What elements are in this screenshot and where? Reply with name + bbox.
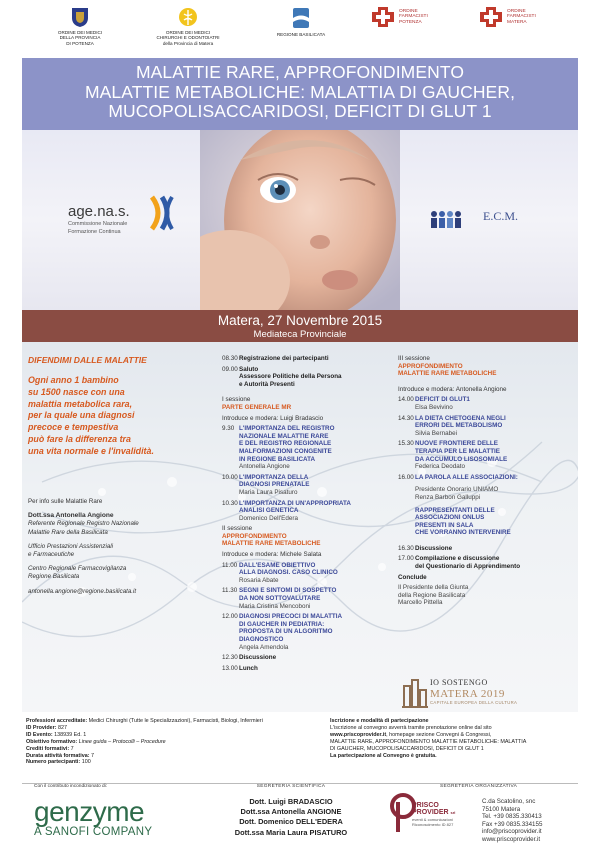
info-intro: Per info sulle Malattie Rare (28, 498, 103, 505)
secretariat-name: Dott.ssa Antonella ANGIONE (240, 807, 342, 817)
registration-info (330, 718, 578, 759)
slogan-line: può fare la differenza tra (28, 433, 131, 444)
program-time: 14.00 (398, 396, 414, 404)
title-line: MALATTIE RARE, APPROFONDIMENTO (135, 62, 465, 82)
talk-title: RAPPRESENTANTI DELLE (415, 506, 495, 514)
talk-title: E DEL REGISTRO REGIONALE (239, 440, 332, 448)
agenas-mark-icon (148, 193, 182, 233)
program-row (222, 562, 392, 585)
title-line: MALATTIE METABOLICHE: MALATTIA DI GAUCHER, (84, 81, 516, 102)
program-item: Discussione (239, 654, 277, 662)
registration-link[interactable]: www.priscoprovider.it (330, 731, 387, 738)
speaker-name: Renza Barbon Galluppi (415, 493, 481, 501)
detail-row: ID Evento: 138939 Ed. 1 (26, 731, 87, 738)
genzyme-logo: genzyme (34, 796, 145, 827)
program-row (222, 366, 392, 389)
baby-photo (200, 130, 400, 310)
conclusion-speaker (398, 584, 568, 607)
logo-line: REGIONE BASILICATA (276, 32, 326, 37)
agenas-name: age.na.s. (68, 203, 130, 220)
secretariat-name: Dott. Luigi BRADASCIO (249, 797, 333, 806)
secretariat-name: Dott.ssa Maria Laura PISATURO (234, 827, 348, 837)
address-email[interactable]: info@priscoprovider.it (482, 828, 542, 836)
pharmacy-cross-icon (478, 6, 504, 28)
talk-title: ERRORI DEL METABOLISMO (415, 422, 503, 430)
registration-text: MALATTIE RARE, APPROFONDIMENTO MALATTIE METABOLICHE: MALATTIA (330, 738, 527, 745)
agenas-logo (68, 203, 130, 235)
program-item: Assessore Politiche della Persona (239, 373, 342, 381)
hero-banner (22, 130, 578, 310)
speaker-name: Federica Deodato (415, 463, 466, 471)
logo-ordine-farmacisti-potenza (370, 6, 440, 28)
session-title: APPROFONDIMENTO (398, 362, 463, 370)
address-line: Tel. +39 0835.330413 (482, 813, 542, 821)
logo-line: POTENZA (399, 19, 422, 25)
talk-title: DIAGNOSI PRECOCI DI MALATTIA (239, 613, 343, 621)
logo-line: FARMACISTI (399, 14, 428, 20)
ecm-people-icon (428, 206, 462, 230)
program-item: Lunch (239, 664, 258, 672)
logo-ordine-medici-matera (148, 6, 228, 46)
program-morning (222, 355, 392, 675)
program-afternoon (398, 355, 568, 610)
talk-title: DALL'ESAME OBIETTIVO (239, 561, 316, 569)
prisco-line: PROVIDER (412, 809, 449, 817)
accreditation-details (26, 718, 311, 766)
address-line: C.da Scatolino, snc (482, 798, 536, 805)
program-row (398, 440, 568, 470)
program-item: e Autorità Presenti (239, 380, 295, 388)
speaker-name: Antonella Angione (239, 463, 290, 471)
session-header (398, 355, 568, 378)
program-row (398, 396, 568, 411)
contact-info (28, 498, 218, 596)
program-row (398, 555, 568, 570)
matera-mark-icon (400, 676, 430, 710)
sanofi-tagline: A SANOFI COMPANY (34, 826, 153, 838)
registration-note: La partecipazione al Convegno è gratuita. (330, 752, 437, 759)
program-time: 08.30 (222, 355, 238, 362)
session-title: MALATTIE RARE METABOLICHE (398, 370, 497, 378)
agenas-sub: Formazione Continua (68, 228, 121, 235)
speaker-name: Maria Laura Pisaturo (239, 488, 298, 496)
program-time: 11.30 (222, 587, 238, 595)
talk-title: DIAGNOSTICO (239, 636, 284, 643)
contact-role: Centro Regionale Farmacovigilanza (28, 565, 127, 573)
header-logos (0, 0, 600, 58)
program-time: 10.00 (222, 473, 238, 481)
scientific-secretariat (216, 784, 366, 838)
talk-title: DIAGNOSI PRENATALE (239, 481, 310, 489)
logo-line: ORDINE DEI MEDICI (57, 30, 103, 35)
program-row (222, 425, 392, 471)
speaker-name: della Regione Basilicata (398, 591, 466, 599)
left-column (28, 355, 204, 458)
event-date: Matera, 27 Novembre 2015 (217, 313, 383, 328)
secretariat-heading: SEGRETERIA SCIENTIFICA (256, 784, 326, 789)
contact-role: e Farmaceutiche (28, 551, 75, 559)
logo-line: MATERA (507, 19, 527, 25)
session-title: APPROFONDIMENTO (222, 532, 287, 540)
caduceus-icon (178, 6, 198, 28)
detail-row: Crediti formativi: 7 (26, 745, 74, 752)
talk-title: ALLA DIAGNOSI. CASO CLINICO (239, 569, 338, 577)
talk-title: NAZIONALE MALATTIE RARE (239, 432, 329, 440)
prisco-sub: eventi & comunicazioni (412, 816, 453, 822)
logo-line: DELLA PROVINCIA (59, 35, 101, 41)
speaker-name: Domenico Dell'Edera (239, 514, 298, 522)
talk-title: MALFORMAZIONI CONGENITE (239, 447, 332, 455)
talk-title: PRESENTI IN SALA (415, 521, 474, 529)
registration-text: L'iscrizione al convegno avverrà tramite prenotazione online dal sito (330, 724, 492, 731)
slogan-line: per la quale una diagnosi (28, 410, 135, 421)
program-item: Registrazione dei partecipanti (239, 355, 329, 362)
address-line: Fax +39 0835.334155 (482, 820, 543, 828)
sostengo-line: IO SOSTENGO (430, 678, 488, 687)
talk-title: DA ACCUMULO LISOSOMIALE (415, 455, 508, 463)
speaker-name: Marcello Pittella (398, 599, 443, 607)
footer (22, 784, 578, 846)
detail-row: Numero partecipanti: 100 (26, 759, 91, 766)
talk-title: ASSOCIAZIONI ONLUS (415, 514, 485, 522)
talk-title: PROPOSTA DI UN ALGORITMO (239, 628, 333, 636)
prisco-line: PRISCO (412, 802, 439, 809)
logo-line: DI POTENZA (66, 40, 94, 46)
date-band (22, 310, 578, 342)
logo-line: ORDINE (507, 8, 526, 14)
program-row (222, 665, 392, 673)
speaker-name: Maria Cristina Mencoboni (239, 602, 311, 610)
logo-ordine-medici-potenza (50, 6, 110, 46)
program-item: Compilazione e discussione (415, 555, 500, 563)
contact-email[interactable]: antonella.angione@regione.basilicata.it (28, 587, 137, 595)
registration-text: www.priscoprovider.it, homepage sezione Convegni & Congressi, (330, 731, 492, 738)
slogan-line: malattia metabolica rara, (28, 398, 133, 409)
session-title: PARTE GENERALE MR (222, 403, 292, 411)
contact-name: Dott.ssa Antonella Angione (28, 512, 114, 520)
talk-title: IN REGIONE BASILICATA (239, 455, 316, 463)
talk-title: DI GAUCHER IN PEDIATRIA: (239, 620, 325, 628)
program-time: 17.00 (398, 555, 414, 563)
program-item: Discussione (415, 544, 453, 552)
talk-title: L'IMPORTANZA DELLA (239, 473, 309, 481)
talk-title: ANALISI GENETICA (239, 507, 299, 515)
program-row (398, 545, 568, 553)
session-moderator: Introduce e modera: Luigi Bradascio (222, 414, 324, 422)
speaker-name: Rosaria Abate (239, 576, 279, 584)
program-row (222, 500, 392, 523)
logo-line: ORDINE DEI MEDICI (165, 30, 211, 35)
detail-row: Durata attività formativa: 7 (26, 752, 95, 759)
program-time: 11.00 (222, 561, 238, 569)
program-row (222, 474, 392, 497)
contact-role: Referente Regionale Registro Nazionale (28, 520, 139, 528)
region-shield-icon (291, 6, 311, 30)
sostengo-line: CAPITALE EUROPEA DELLA CULTURA (430, 700, 518, 705)
program-item: Saluto (239, 365, 259, 373)
speaker-name: Silvia Bernabei (415, 429, 458, 437)
secretariat-heading: SEGRETERIA ORGANIZZATIVA (440, 784, 518, 789)
detail-row: Professioni accreditate: Medici Chirurghi (Tutte le Specializzazioni), Farmacisti, Biologi, Infermieri (26, 718, 263, 724)
talk-title: DEFICIT DI GLUT1 (415, 396, 470, 404)
registration-text: DI GAUCHER, MUCOPOLISACCARIDOSI, DEFICIT DI GLUT 1 (330, 745, 484, 752)
title-band (22, 58, 578, 130)
sostengo-line: MATERA 2019 (430, 688, 505, 700)
program-time: 15.30 (398, 440, 414, 448)
conclusion (398, 574, 568, 582)
registration-heading: Iscrizione e modalità di partecipazione (330, 718, 429, 724)
logo-line: CHIRURGHI E ODONTOIATRI (156, 35, 220, 41)
program-time: 14.30 (398, 414, 414, 422)
program-row (222, 355, 392, 363)
address-line: 75100 Matera (482, 805, 521, 813)
slogan-line: su 1500 nasce con una (28, 386, 125, 397)
address-website[interactable]: www.priscoprovider.it (482, 835, 541, 843)
talk-title: SEGNI E SINTOMI DI SOSPETTO (239, 587, 337, 595)
program-time: 9.30 (222, 425, 235, 433)
program-row (222, 587, 392, 610)
contact-role: Malattie Rare della Basilicata (28, 528, 108, 536)
page-title (22, 63, 578, 122)
session-label: I sessione (222, 396, 251, 404)
prisco-name (412, 802, 455, 827)
program-time: 16.00 (398, 473, 414, 481)
program-time: 10.30 (222, 499, 238, 507)
program-time: 16.30 (398, 544, 414, 552)
talk-title: NUOVE FRONTIERE DELLE (415, 440, 498, 448)
logo-ordine-farmacisti-matera (478, 6, 548, 28)
secretariat-name: Dott. Domenico DELL'EDERA (239, 817, 343, 827)
matera-2019-logo (400, 676, 540, 712)
slogan-line: Ogni anno 1 bambino (28, 375, 119, 385)
program-time: 13.00 (222, 664, 238, 672)
program-time: 12.00 (222, 613, 238, 621)
session-label: II sessione (222, 525, 253, 533)
prisco-id: Riconoscimento ID 827 (412, 821, 454, 827)
program-time: 12.30 (222, 654, 238, 662)
talk-title: L'IMPORTANZA DEL REGISTRO (239, 425, 335, 433)
crest-icon (70, 6, 90, 28)
slogan-line: una vita normale e l'invalidità. (28, 445, 154, 456)
prisco-srl: srl (450, 810, 456, 816)
sponsor-label: Con il contributo incondizionato di: (34, 784, 108, 789)
contact-role: Ufficio Prestazioni Assistenziali (28, 542, 114, 550)
talk-title: LA PAROLA ALLE ASSOCIAZIONI: (415, 473, 518, 481)
talk-title: TERAPIA PER LE MALATTIE (415, 447, 501, 455)
slogan-line: precoce e tempestiva (28, 422, 119, 433)
logo-regione-basilicata (268, 6, 334, 37)
campaign-slogan (28, 375, 204, 458)
logo-line: FARMACISTI (507, 14, 536, 20)
contact-role: Regione Basilicata (28, 573, 80, 581)
detail-row: Obiettivo formativo: Linee guida – Protocolli – Procedure (26, 738, 166, 745)
talk-title: CHE VORRANNO INTERVENIRE (415, 529, 511, 537)
conclusion-label: Conclude (398, 573, 427, 581)
speaker-name: Elsa Bevivino (415, 403, 453, 411)
prisco-address (482, 798, 542, 844)
session-header (222, 396, 392, 411)
talk-title: LA DIETA CHETOGENA NEGLI (415, 414, 506, 422)
logo-line: della Provincia di Matera (162, 40, 214, 46)
talk-title: L'IMPORTANZA DI UN'APPROPRIATA (239, 499, 351, 507)
session-title: MALATTIE RARE METABOLICHE (222, 540, 321, 548)
speaker-name: Presidente Onorario UNIAMO (415, 486, 499, 494)
program-row (398, 415, 568, 438)
program-row (222, 613, 392, 651)
session-moderator: Introduce e modera: Michele Salata (222, 551, 322, 559)
event-venue: Mediateca Provinciale (253, 329, 347, 340)
agenas-sub: Commissione Nazionale (68, 221, 128, 227)
program-time: 09.00 (222, 365, 238, 373)
program-row (222, 654, 392, 662)
speaker-name: Il Presidente della Giunta (398, 584, 469, 592)
session-header (222, 525, 392, 548)
talk-title: DA NON SOTTOVALUTARE (239, 595, 321, 603)
campaign-heading: DIFENDIMI DALLE MALATTIE (28, 355, 147, 365)
program-item: del Questionario di Apprendimento (415, 563, 521, 571)
ecm-label: E.C.M. (482, 209, 518, 223)
detail-row: ID Provider: 827 (26, 724, 68, 731)
ecm-logo (428, 206, 522, 230)
session-moderator: Introduce e modera: Antonella Angione (398, 385, 507, 393)
pharmacy-cross-icon (370, 6, 396, 28)
logo-line: ORDINE (399, 8, 418, 14)
speaker-name: Angela Amendola (239, 643, 289, 651)
session-label: III sessione (398, 355, 430, 362)
program-row (398, 474, 568, 537)
title-line: MUCOPOLISACCARIDOSI, DEFICIT DI GLUT 1 (108, 101, 492, 121)
